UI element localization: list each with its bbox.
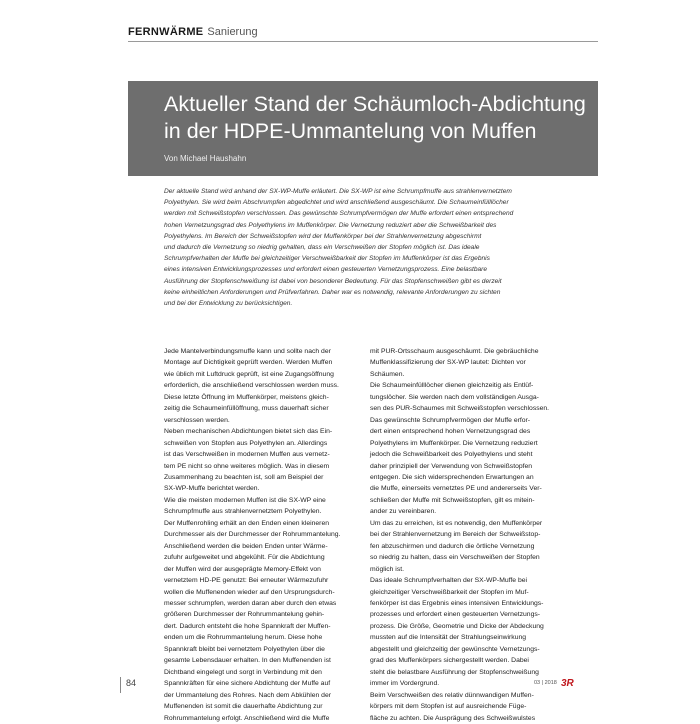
body-text-line: Neben mechanischen Abdichtungen bietet sich das Ein- — [164, 428, 333, 436]
body-text-line: fen abzuschirmen und dadurch die örtliche Vernetzung — [370, 542, 535, 550]
body-text-line: wie üblich mit Luftdruck geprüft, ist eine Zugangsöffnung — [164, 370, 334, 378]
article-title — [164, 91, 586, 145]
subsection-label: Sanierung — [207, 26, 258, 38]
body-text-line: gleichzeitiger Verschweißbarkeit der Stopfen im Muf- — [370, 588, 529, 596]
article-author: Von Michael Haushahn — [164, 154, 247, 163]
body-text-line: entgegen. Die sich widersprechenden Erwartungen an — [370, 473, 534, 481]
body-text-line: ist das Verschweißen in modernen Muffen aus vernetz- — [164, 451, 330, 459]
header-divider — [128, 41, 598, 42]
body-text-line: fenkörper ist das Ergebnis eines intensiven Entwicklungs- — [370, 599, 544, 607]
body-text-line: tungslöcher. Sie werden nach dem vollständigen Ausga- — [370, 393, 539, 401]
article-intro — [164, 186, 597, 309]
body-text-line: gesamte Lebensdauer erhalten. In den Muffenenden ist — [164, 657, 331, 665]
body-text-line: größeren Durchmesser der Rohrummantelung gehin- — [164, 611, 325, 619]
body-text-line: möglich ist. — [370, 565, 404, 573]
publisher-logo-icon — [560, 676, 580, 688]
body-text-line: Schäumen. — [370, 370, 405, 378]
intro-line: werden mit Schweißstopfen verschlossen. Das gewünschte Schrumpfvermögen der Muffe erfordert einen entsprechend — [164, 210, 514, 218]
body-text-line: sen des PUR-Schaumes mit Schweißstopfen verschlossen. — [370, 405, 550, 413]
body-text-line: grad des Muffenkörpers sichergestellt werden. Dabei — [370, 657, 529, 665]
body-text-line: Spannkräften für eine sichere Abdichtung der Muffe auf — [164, 680, 331, 688]
body-text-line: der Ummantelung des Rohres. Nach dem Abkühlen der — [164, 691, 331, 699]
section-label: FERNWÄRME — [128, 26, 204, 38]
body-text-line: immer im Vordergrund. — [370, 680, 440, 688]
body-text-line: zeitig die Schaumeinfüllöffnung, muss dauerhaft sicher — [164, 405, 329, 413]
body-text-line: abgestellt und gleichzeitig der gewünschte Vernetzungs- — [370, 645, 540, 653]
body-text-line: steht die belastbare Ausführung der Stopfenschweißung — [370, 668, 539, 676]
body-column-right — [370, 346, 596, 724]
body-text-line: daher prinzipiell der Verwendung von Schweißstopfen — [370, 462, 533, 470]
body-text-line: mussten auf die Intensität der Strahlungseinwirkung — [370, 634, 527, 642]
body-text-line: zufuhr aufgeweitet und abgekühlt. Für die Abdichtung — [164, 554, 325, 562]
intro-line: hohen Vernetzungsgrad des Polyethylens im Muffenkörper. Die Vernetzung reduziert aber die Schweißbarkeit des — [164, 221, 497, 229]
body-text-line: fläche zu achten. Die Ausprägung des Schweißwulstes — [370, 714, 536, 722]
body-text-line: Schrumpfmuffe aus strahlenvernetztem Polyethylen. — [164, 508, 322, 516]
body-text-line: Diese letzte Öffnung im Muffenkörper, meistens gleich- — [164, 393, 329, 401]
title-line: in der HDPE-Ummantelung von Muffen — [164, 119, 537, 143]
intro-line: Schrumpfverhalten der Muffe bei gleichzeitiger Verschweißbarkeit der Stopfen im Muffenkörper ist das Ergebnis — [164, 255, 490, 263]
body-text-line: Polyethylens im Muffenkörper. Die Vernetzung reduziert — [370, 439, 538, 447]
body-text-line: ander zu vereinbaren. — [370, 508, 437, 516]
body-text-line: dert einen entsprechend hohen Vernetzungsgrad des — [370, 428, 531, 436]
intro-line: Der aktuelle Stand wird anhand der SX-WP-Muffe erläutert. Die SX-WP ist eine Schrumpfmuffe aus strahlenvernetztem — [164, 188, 512, 195]
body-text-line: Wie die meisten modernen Muffen ist die SX-WP eine — [164, 496, 326, 504]
body-text-line: enden um die Rohrummantelung herum. Diese hohe — [164, 634, 323, 642]
issue-label: 03 | 2018 — [534, 680, 557, 686]
body-text-line: Spannkraft bleibt bei vernetztem Polyethylen über die — [164, 645, 325, 653]
intro-line: und dadurch die Vernetzung so niedrig gehalten, dass ein Verschweißen der Stopfen möglich ist. Das ideale — [164, 244, 480, 252]
body-text-line: die Muffe, einerseits vernetztes PE und andererseits Ver- — [370, 485, 542, 493]
body-text-line: der Muffen wird der ausgeprägte Memory-Effekt von — [164, 565, 321, 573]
intro-line: Polyethylen. Sie wird beim Abschrumpfen abgedichtet und wird anschließend ausgeschäumt. Die Schaumeinfülllöcher — [164, 199, 509, 207]
body-text-line: Muffenenden ist somit die dauerhafte Abdichtung zur — [164, 703, 323, 711]
body-text-line: mit PUR-Ortsschaum ausgeschäumt. Die gebräuchliche — [370, 348, 539, 355]
body-text-line: Der Muffenrohling erhält an den Enden einen kleineren — [164, 519, 330, 527]
intro-line: eines intensiven Entwicklungsprozesses und erfordert einen gesteuerten Vernetzungsprozess. Eine belastbare — [164, 266, 488, 274]
body-text-line: verschlossen werden. — [164, 416, 230, 424]
intro-line: Polyethylens. Im Bereich der Schweißstopfen wird der Muffenkörper bei der Strahlenvernetzung abgeschirmt — [164, 232, 482, 240]
section-header — [128, 24, 258, 40]
body-text-line: tem PE nicht so ohne weiteres möglich. Was in diesem — [164, 462, 330, 470]
intro-line: und bei der Entwicklung zu berücksichtigen. — [164, 300, 293, 308]
title-banner — [128, 81, 598, 176]
body-text-line: bei der Strahlenvernetzung im Bereich der Schweißstop- — [370, 531, 541, 539]
body-text-line: Durchmesser als der Durchmesser der Rohrummantelung. — [164, 531, 341, 539]
body-text-line: vernetztem HD-PE genutzt: Bei erneuter Wärmezufuhr — [164, 577, 329, 585]
body-text-line: Jede Mantelverbindungsmuffe kann und sollte nach der — [164, 348, 331, 355]
body-text-line: körpers mit dem Stopfen ist auf ausreichende Füge- — [370, 703, 527, 711]
svg-text:3R: 3R — [561, 678, 574, 688]
body-text-line: Die Schaumeinfülllöcher dienen gleichzeitig als Entlüf- — [370, 382, 534, 390]
body-column-left — [164, 346, 390, 724]
body-text-line: SX-WP-Muffe berichtet werden. — [164, 485, 260, 493]
page-number: 84 — [126, 678, 137, 688]
body-text-line: Zusammenhang zu beachten ist, soll am Beispiel der — [164, 473, 324, 481]
body-text-line: prozess. Die Größe, Geometrie und Dicke der Abdeckung — [370, 622, 544, 630]
body-text-line: Anschließend werden die beiden Enden unter Wärme- — [164, 542, 328, 550]
body-text-line: erforderlich, die anschließend verschlossen werden muss. — [164, 382, 339, 390]
body-text-line: Um das zu erreichen, ist es notwendig, den Muffenkörper — [370, 519, 543, 527]
body-text-line: Das ideale Schrumpfverhalten der SX-WP-Muffe bei — [370, 577, 528, 585]
intro-line: keine einheitlichen Anforderungen und Prüfverfahren. Daher war es notwendig, relevante Anforderungen zu sichten — [164, 288, 501, 296]
body-text-line: Das gewünschte Schrumpfvermögen der Muffe erfor- — [370, 416, 531, 424]
body-text-line: wollen die Muffenenden wieder auf den Ursprungsdurch- — [164, 588, 335, 596]
body-text-line: Muffenklassifizierung der SX-WP lautet: Dichten vor — [370, 359, 526, 367]
intro-line: Ausführung der Stopfenschweißung ist dabei von besonderer Bedeutung. Für das Stopfenschweißen gibt es derzeit — [164, 277, 502, 285]
footer-divider — [120, 677, 121, 693]
body-text-line: schließen der Muffe mit Schweißstopfen, gilt es mitein- — [370, 496, 535, 504]
body-text-line: schweißen von Stopfen aus Polyethylen an. Allerdings — [164, 439, 328, 447]
body-text-line: Montage auf Dichtigkeit geprüft werden. Werden Muffen — [164, 359, 333, 367]
body-text-line: messer schrumpfen, werden daran aber durch den etwas — [164, 599, 337, 607]
body-text-line: Beim Verschweißen des relativ dünnwandigen Muffen- — [370, 691, 534, 699]
body-text-line: Rohrummantelung erfolgt. Anschließend wird die Muffe — [164, 714, 330, 722]
body-text-line: prozesses und erfordert einen gesteuerten Vernetzungs- — [370, 611, 541, 619]
body-text-line: dert. Dadurch entsteht die hohe Spannkraft der Muffen- — [164, 622, 331, 630]
body-text-line: jedoch die Schweißbarkeit des Polyethylens und steht — [370, 451, 533, 459]
body-text-line: Dichtband eingelegt und sorgt in Verbindung mit den — [164, 668, 322, 676]
title-line: Aktueller Stand der Schäumloch-Abdichtung — [164, 92, 586, 116]
body-text-line: so niedrig zu halten, dass ein Verschweißen der Stopfen — [370, 554, 540, 562]
